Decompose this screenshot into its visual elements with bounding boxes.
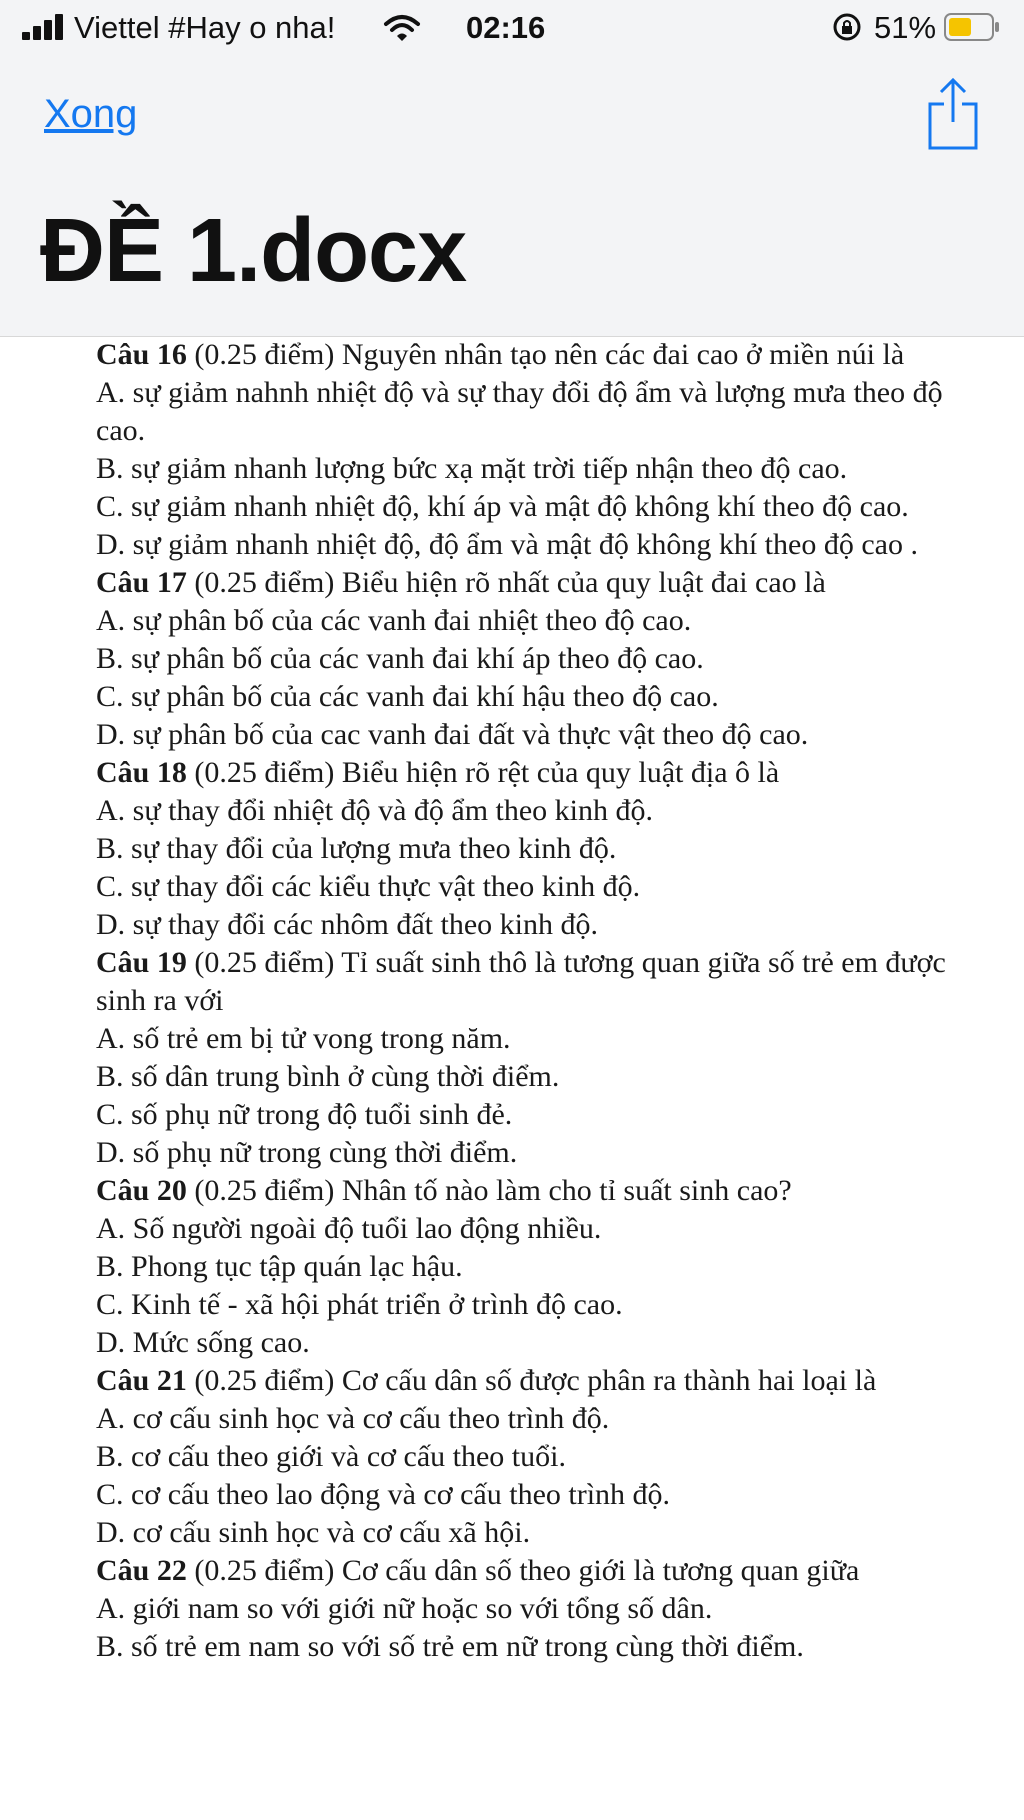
answer-option: A. cơ cấu sinh học và cơ cấu theo trình độ. bbox=[96, 1402, 610, 1435]
answer-option: B. Phong tục tập quán lạc hậu. bbox=[96, 1250, 463, 1283]
document-content bbox=[96, 336, 996, 1663]
done-button[interactable]: Xong bbox=[44, 92, 138, 136]
answer-option: B. sự phân bố của các vanh đai khí áp theo độ cao. bbox=[96, 642, 704, 675]
answer-option: D. sự giảm nhanh nhiệt độ, độ ẩm và mật độ không khí theo độ cao . bbox=[96, 528, 918, 561]
answer-option: C. số phụ nữ trong độ tuổi sinh đẻ. bbox=[96, 1098, 513, 1131]
question-label: Câu 17 bbox=[96, 566, 187, 599]
question-label: Câu 16 bbox=[96, 338, 187, 371]
answer-option: D. Mức sống cao. bbox=[96, 1326, 310, 1359]
question-text: (0.25 điểm) Cơ cấu dân số được phân ra thành hai loại là bbox=[186, 1364, 877, 1397]
question-22 bbox=[96, 1552, 996, 1590]
answer-option: C. sự thay đổi các kiểu thực vật theo kinh độ. bbox=[96, 870, 641, 903]
question-19 bbox=[96, 944, 996, 1020]
question-label: Câu 22 bbox=[96, 1554, 187, 1587]
rotation-lock-icon bbox=[832, 12, 862, 42]
answer-option: D. số phụ nữ trong cùng thời điểm. bbox=[96, 1136, 518, 1169]
question-label: Câu 19 bbox=[96, 946, 187, 979]
answer-option: A. sự giảm nahnh nhiệt độ và sự thay đổi độ ẩm và lượng mưa theo độ cao. bbox=[96, 376, 943, 447]
answer-option: B. cơ cấu theo giới và cơ cấu theo tuổi. bbox=[96, 1440, 566, 1473]
answer-option: B. số dân trung bình ở cùng thời điểm. bbox=[96, 1060, 560, 1093]
answer-option: C. cơ cấu theo lao động và cơ cấu theo trình độ. bbox=[96, 1478, 671, 1511]
answer-option: D. cơ cấu sinh học và cơ cấu xã hội. bbox=[96, 1516, 531, 1549]
answer-option: B. sự giảm nhanh lượng bức xạ mặt trời tiếp nhận theo độ cao. bbox=[96, 452, 848, 485]
question-label: Câu 21 bbox=[96, 1364, 187, 1397]
question-label: Câu 18 bbox=[96, 756, 187, 789]
answer-option: A. sự thay đổi nhiệt độ và độ ẩm theo kinh độ. bbox=[96, 794, 654, 827]
share-icon[interactable] bbox=[924, 76, 982, 152]
battery-percent: 51% bbox=[874, 10, 937, 45]
question-text: (0.25 điểm) Nhân tố nào làm cho tỉ suất sinh cao? bbox=[186, 1174, 792, 1207]
battery-icon bbox=[944, 12, 1000, 42]
signal-icon bbox=[22, 14, 68, 40]
answer-option: A. giới nam so với giới nữ hoặc so với tổng số dân. bbox=[96, 1592, 713, 1625]
question-text: (0.25 điểm) Biểu hiện rõ rệt của quy luật địa ô là bbox=[186, 756, 780, 789]
question-16 bbox=[96, 336, 996, 374]
answer-option: D. sự thay đổi các nhôm đất theo kinh độ. bbox=[96, 908, 599, 941]
document-header bbox=[0, 0, 1024, 337]
answer-option: B. số trẻ em nam so với số trẻ em nữ trong cùng thời điểm. bbox=[96, 1630, 804, 1663]
question-20 bbox=[96, 1172, 996, 1210]
question-text: (0.25 điểm) Biểu hiện rõ nhất của quy luật đai cao là bbox=[186, 566, 826, 599]
answer-option: C. Kinh tế - xã hội phát triển ở trình độ cao. bbox=[96, 1288, 623, 1321]
answer-option: B. sự thay đổi của lượng mưa theo kinh độ. bbox=[96, 832, 617, 865]
answer-option: D. sự phân bố của cac vanh đai đất và thực vật theo độ cao. bbox=[96, 718, 809, 751]
question-text: (0.25 điểm) Nguyên nhân tạo nên các đai cao ở miền núi là bbox=[186, 338, 905, 371]
question-text: (0.25 điểm) Tỉ suất sinh thô là tương quan giữa số trẻ em được sinh ra với bbox=[96, 946, 946, 1017]
wifi-icon bbox=[384, 14, 420, 42]
status-bar bbox=[0, 0, 1024, 58]
answer-option: C. sự phân bố của các vanh đai khí hậu theo độ cao. bbox=[96, 680, 719, 713]
answer-option: A. sự phân bố của các vanh đai nhiệt theo độ cao. bbox=[96, 604, 692, 637]
carrier-name: Viettel #Hay o nha! bbox=[74, 10, 336, 45]
clock: 02:16 bbox=[466, 10, 546, 45]
question-18 bbox=[96, 754, 996, 792]
question-17 bbox=[96, 564, 996, 602]
question-text: (0.25 điểm) Cơ cấu dân số theo giới là tương quan giữa bbox=[186, 1554, 860, 1587]
question-21 bbox=[96, 1362, 996, 1400]
answer-option: A. số trẻ em bị tử vong trong năm. bbox=[96, 1022, 511, 1055]
document-title: ĐỀ 1.docx bbox=[40, 201, 467, 301]
question-label: Câu 20 bbox=[96, 1174, 187, 1207]
answer-option: A. Số người ngoài độ tuổi lao động nhiều. bbox=[96, 1212, 602, 1245]
answer-option: C. sự giảm nhanh nhiệt độ, khí áp và mật độ không khí theo độ cao. bbox=[96, 490, 909, 523]
